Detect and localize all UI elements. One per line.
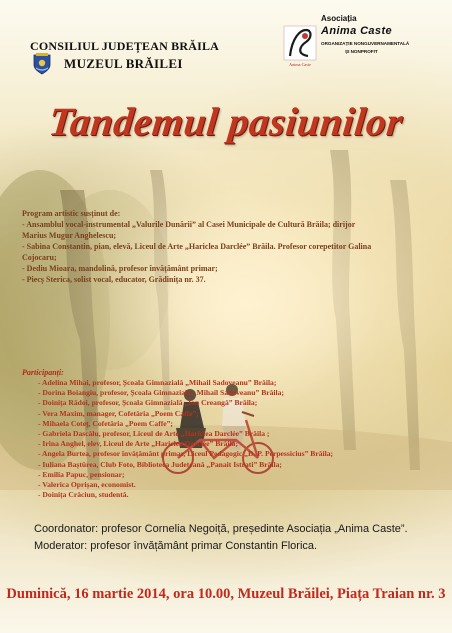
participant-item: - Emilia Papuc, pensionar;: [38, 469, 125, 479]
moderator-line: Moderator: profesor învățământ primar Constantin Florica.: [34, 540, 318, 552]
participant-item: - Valerica Oprișan, economist.: [38, 480, 136, 490]
county-council-name: CONSILIUL JUDEȚEAN BRĂILA: [30, 39, 220, 53]
program-line: - Dediu Mioara, mandolină, profesor învățământ primar;: [22, 264, 218, 273]
coordinator-line: Coordonator: profesor Cornelia Negoiță, președinte Asociația „Anima Caste”.: [34, 523, 408, 535]
participant-item: - Adelina Mihai, profesor, Școala Gimnazială „Mihail Sadoveanu” Brăila;: [38, 378, 277, 387]
program-line: Cojocaru;: [22, 253, 57, 262]
association-label: Asociația: [321, 14, 357, 23]
participant-item: - Gabriela Dascălu, profesor, Liceul de Arte „Hariclea Darclée” Brăila ;: [38, 429, 270, 439]
association-subtitle-line1: ORGANIZAȚIE NONGUVERNAMENTALĂ: [321, 41, 410, 46]
participants-heading: Participanți:: [22, 368, 64, 377]
program-line: - Sabina Constantin, pian, elevă, Liceul de Arte „Hariclea Darclée” Brăila. Profesor corepetitor Galina: [22, 242, 372, 251]
participant-item: - Angela Burtea, profesor învățământ primar, Liceul Pedagogic „D. P. Perpessicius” Brăila;: [38, 449, 334, 459]
association-name: Anima Caste: [321, 25, 393, 37]
participant-item: - Dorina Boiangiu, profesor, Școala Gimnazială „Mihail Sadoveanu” Brăila;: [38, 388, 284, 398]
artistic-program: [22, 208, 442, 285]
participant-item: - Irina Anghel, elev, Liceul de Arte „Hariclea Darclée” Brăila;: [38, 439, 238, 449]
participants-list: [38, 378, 448, 500]
museum-name: MUZEUL BRĂILEI: [64, 56, 183, 71]
program-line: Program artistic susținut de:: [22, 209, 121, 218]
participant-item: - Doinița Rădoi, profesor, Școala Gimnazială „Ion Creangă” Brăila;: [38, 398, 258, 408]
program-line: - Piecș Sterica, solist vocal, educator, Grădinița nr. 37.: [22, 275, 206, 284]
participant-item: - Mihaela Coteț, Cofetăria „Poem Caffe”;: [38, 418, 173, 428]
braila-crest-icon: [33, 53, 51, 75]
event-date-location: Duminică, 16 martie 2014, ora 10.00, Muzeul Brăilei, Piața Traian nr. 3: [6, 586, 446, 602]
participant-item: - Iuliana Baștûrea, Club Foto, Biblioteca Județeană „Panait Istrati” Brăila;: [38, 459, 282, 469]
anima-caste-logo-icon: [282, 24, 318, 68]
participant-item: - Vera Maxim, manager, Cofetăria „Poem Caffe”;: [38, 408, 199, 418]
logo-caption: Anima Caste: [289, 62, 311, 67]
participant-item: - Doinița Crăciun, studentă.: [38, 490, 129, 500]
program-line: Marius Mugur Anghelescu;: [22, 231, 117, 240]
poster-title: Tandemul pasiunilor: [46, 99, 406, 144]
program-line: - Ansamblul vocal-instrumental „Valurile Dunării” al Casei Municipale de Cultură Brăila; dirijor: [22, 220, 356, 229]
association-subtitle-line2: ȘI NONPROFIT: [345, 49, 378, 54]
